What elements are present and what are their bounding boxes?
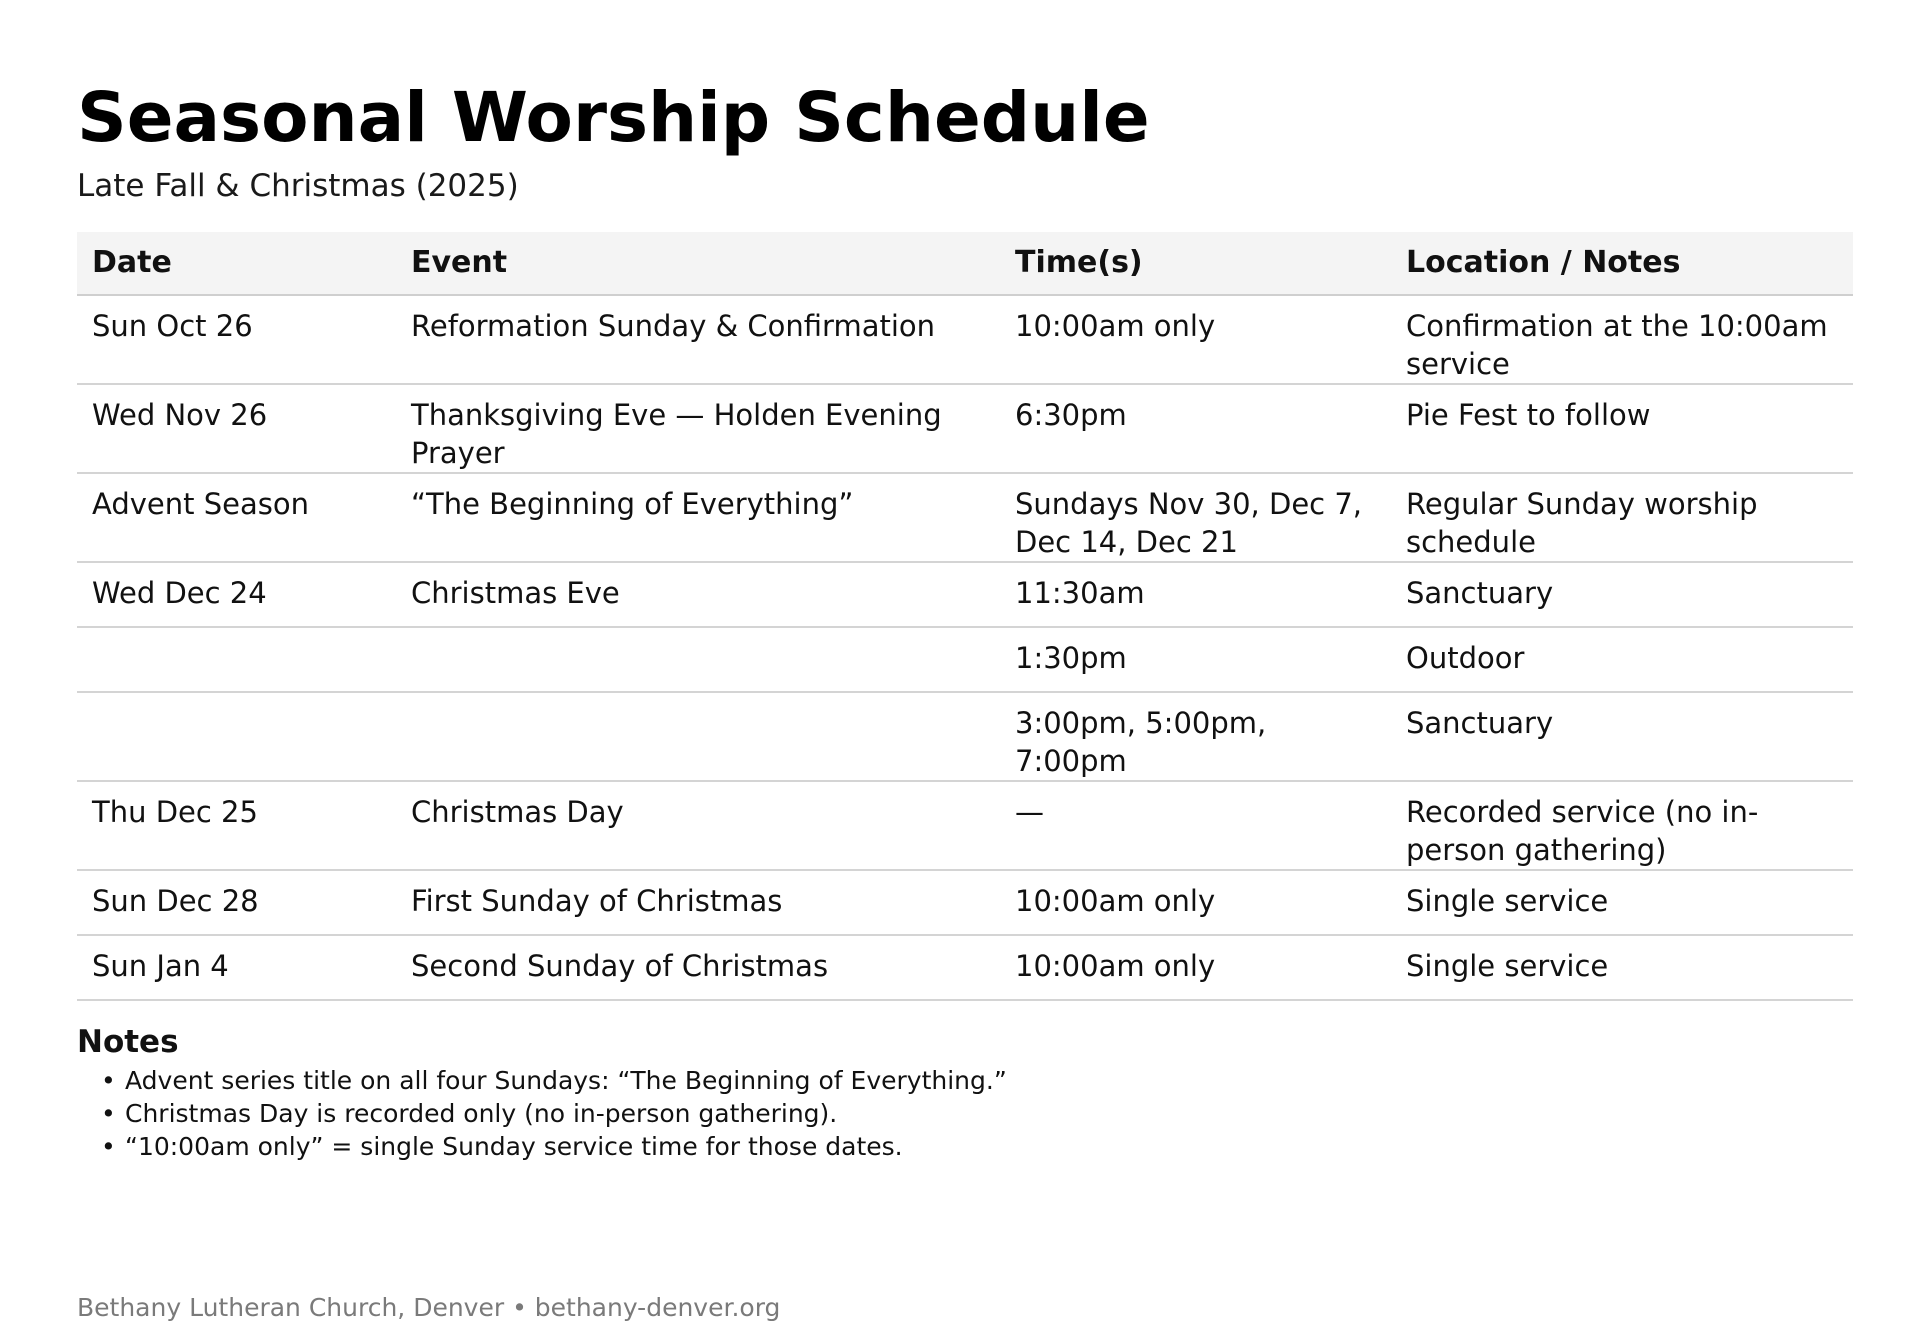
notes-heading: Notes [77,1024,179,1060]
notes-section [77,1022,1007,1163]
cell-location: Outdoor [1391,627,1853,692]
bullet-icon: • [101,1132,116,1161]
schedule-table [77,232,1853,1001]
cell-location: Pie Fest to follow [1391,384,1853,473]
footer-text: Bethany Lutheran Church, Denver • bethany-denver.org [77,1293,781,1322]
cell-date: Sun Oct 26 [77,295,396,384]
cell-date: Advent Season [77,473,396,562]
cell-date [77,692,396,781]
table-row [77,295,1853,384]
cell-event [396,692,1000,781]
cell-location: Recorded service (no in-person gathering) [1391,781,1853,870]
note-text: Christmas Day is recorded only (no in-person gathering). [125,1099,838,1128]
table-row [77,473,1853,562]
cell-times: 10:00am only [1000,295,1391,384]
cell-date [77,627,396,692]
cell-date: Sun Jan 4 [77,935,396,1000]
cell-event: “The Beginning of Everything” [396,473,1000,562]
cell-times: 3:00pm, 5:00pm, 7:00pm [1000,692,1391,781]
cell-times: 1:30pm [1000,627,1391,692]
list-item [101,1064,1007,1097]
column-header-location: Location / Notes [1391,232,1853,295]
cell-location: Single service [1391,935,1853,1000]
list-item [101,1097,1007,1130]
table-row [77,870,1853,935]
cell-location: Confirmation at the 10:00am service [1391,295,1853,384]
table-header-row [77,232,1853,295]
note-text: Advent series title on all four Sundays: “The Beginning of Everything.” [125,1066,1007,1095]
cell-date: Thu Dec 25 [77,781,396,870]
bullet-icon: • [101,1066,116,1095]
table-row [77,935,1853,1000]
table-row [77,692,1853,781]
column-header-times: Time(s) [1000,232,1391,295]
cell-times: 10:00am only [1000,870,1391,935]
bullet-icon: • [101,1099,116,1128]
page-title: Seasonal Worship Schedule [77,78,1150,158]
cell-date: Sun Dec 28 [77,870,396,935]
table-row [77,562,1853,627]
cell-event [396,627,1000,692]
cell-date: Wed Dec 24 [77,562,396,627]
cell-times: 6:30pm [1000,384,1391,473]
cell-event: Thanksgiving Eve — Holden Evening Prayer [396,384,1000,473]
cell-times: 10:00am only [1000,935,1391,1000]
list-item [101,1130,1007,1163]
cell-event: Christmas Day [396,781,1000,870]
cell-times: Sundays Nov 30, Dec 7, Dec 14, Dec 21 [1000,473,1391,562]
cell-event: Second Sunday of Christmas [396,935,1000,1000]
cell-event: First Sunday of Christmas [396,870,1000,935]
column-header-event: Event [396,232,1000,295]
page-subtitle: Late Fall & Christmas (2025) [77,168,519,204]
cell-event: Christmas Eve [396,562,1000,627]
cell-event: Reformation Sunday & Confirmation [396,295,1000,384]
notes-list [77,1064,1007,1163]
cell-location: Single service [1391,870,1853,935]
note-text: “10:00am only” = single Sunday service time for those dates. [125,1132,903,1161]
table-row [77,384,1853,473]
cell-date: Wed Nov 26 [77,384,396,473]
cell-location: Sanctuary [1391,562,1853,627]
table-row [77,781,1853,870]
cell-times: 11:30am [1000,562,1391,627]
column-header-date: Date [77,232,396,295]
cell-location: Regular Sunday worship schedule [1391,473,1853,562]
cell-times: — [1000,781,1391,870]
table-row [77,627,1853,692]
cell-location: Sanctuary [1391,692,1853,781]
